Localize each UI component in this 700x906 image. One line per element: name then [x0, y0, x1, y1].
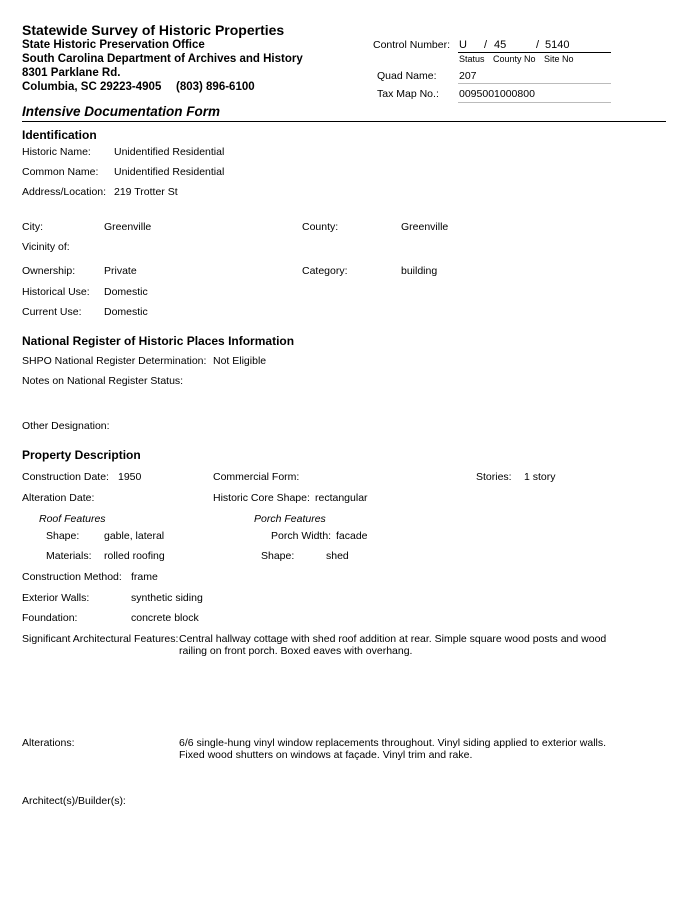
roof-materials-label: Materials:: [46, 550, 92, 562]
roof-shape-label: Shape:: [46, 530, 80, 542]
street-address: 8301 Parklane Rd.: [22, 67, 121, 79]
status-caption: Status: [459, 54, 485, 64]
control-sep-2: /: [536, 39, 540, 51]
city-label: City:: [22, 221, 43, 233]
phone-number: (803) 896-6100: [176, 81, 255, 93]
roof-shape-value: gable, lateral: [104, 530, 165, 542]
tax-map-value: 0095001000800: [459, 88, 535, 100]
common-name-label: Common Name:: [22, 166, 99, 178]
construction-method-value: frame: [131, 571, 158, 583]
nr-determination-label: SHPO National Register Determination:: [22, 355, 207, 367]
common-name-value: Unidentified Residential: [114, 166, 225, 178]
construction-date-value: 1950: [118, 471, 142, 483]
control-number-label: Control Number:: [373, 39, 451, 51]
core-shape-label: Historic Core Shape:: [213, 492, 310, 504]
porch-width-value: facade: [336, 530, 368, 542]
control-sep-1: /: [484, 39, 488, 51]
county-label: County:: [302, 221, 339, 233]
current-use-label: Current Use:: [22, 306, 82, 318]
historical-use-label: Historical Use:: [22, 286, 90, 298]
roof-materials-value: rolled roofing: [104, 550, 165, 562]
control-number-underline: [458, 52, 611, 53]
title-rule: [22, 121, 666, 122]
historical-use-value: Domestic: [104, 286, 148, 298]
department-name: South Carolina Department of Archives and History: [22, 53, 303, 65]
category-label: Category:: [302, 265, 348, 277]
nr-determination-value: Not Eligible: [213, 355, 267, 367]
address-value: 219 Trotter St: [114, 186, 178, 198]
nrhp-heading: National Register of Historic Places Information: [22, 334, 295, 348]
features-line-1: Central hallway cottage with shed roof addition at rear. Simple square wood posts and wood: [179, 633, 607, 645]
stories-label: Stories:: [476, 471, 512, 483]
quad-name-label: Quad Name:: [377, 70, 437, 82]
other-designation-label: Other Designation:: [22, 420, 110, 432]
tax-map-underline: [458, 102, 611, 103]
alterations-line-1: 6/6 single-hung vinyl window replacements throughout. Vinyl siding applied to exterior walls.: [179, 737, 607, 749]
site-no-caption: Site No: [544, 54, 574, 64]
nr-notes-label: Notes on National Register Status:: [22, 375, 184, 387]
city-zip: Columbia, SC 29223-4905: [22, 81, 162, 93]
foundation-label: Foundation:: [22, 612, 78, 624]
historic-name-value: Unidentified Residential: [114, 146, 225, 158]
property-description-heading: Property Description: [22, 448, 141, 462]
ownership-value: Private: [104, 265, 137, 277]
alterations-label: Alterations:: [22, 737, 75, 749]
porch-features-heading: Porch Features: [254, 513, 326, 525]
features-line-2: railing on front porch. Boxed eaves with overhang.: [179, 645, 413, 657]
form-title: Intensive Documentation Form: [22, 104, 221, 119]
category-value: building: [401, 265, 438, 277]
foundation-value: concrete block: [131, 612, 199, 624]
tax-map-label: Tax Map No.:: [377, 88, 439, 100]
construction-method-label: Construction Method:: [22, 571, 122, 583]
quad-name-value: 207: [459, 70, 477, 82]
county-value: Greenville: [401, 221, 449, 233]
control-status: U: [459, 39, 467, 51]
commercial-form-label: Commercial Form:: [213, 471, 300, 483]
construction-date-label: Construction Date:: [22, 471, 109, 483]
core-shape-value: rectangular: [315, 492, 368, 504]
control-site-no: 5140: [545, 39, 570, 51]
current-use-value: Domestic: [104, 306, 148, 318]
exterior-walls-label: Exterior Walls:: [22, 592, 90, 604]
county-no-caption: County No: [493, 54, 536, 64]
alterations-line-2: Fixed wood shutters on windows at façade. Vinyl trim and rake.: [179, 749, 473, 761]
identification-heading: Identification: [22, 128, 97, 142]
porch-shape-value: shed: [326, 550, 349, 562]
ownership-label: Ownership:: [22, 265, 76, 277]
porch-shape-label: Shape:: [261, 550, 295, 562]
historic-name-label: Historic Name:: [22, 146, 91, 158]
survey-title: Statewide Survey of Historic Properties: [22, 22, 285, 38]
roof-features-heading: Roof Features: [39, 513, 106, 525]
vicinity-label: Vicinity of:: [22, 241, 70, 253]
city-value: Greenville: [104, 221, 152, 233]
architect-label: Architect(s)/Builder(s):: [22, 795, 126, 807]
office-name: State Historic Preservation Office: [22, 39, 205, 51]
features-label: Significant Architectural Features:: [22, 633, 179, 645]
quad-name-underline: [458, 83, 611, 84]
porch-width-label: Porch Width:: [271, 530, 332, 542]
alteration-date-label: Alteration Date:: [22, 492, 95, 504]
stories-value: 1 story: [524, 471, 556, 483]
address-label: Address/Location:: [22, 186, 107, 198]
control-county-no: 45: [494, 39, 507, 51]
exterior-walls-value: synthetic siding: [131, 592, 203, 604]
